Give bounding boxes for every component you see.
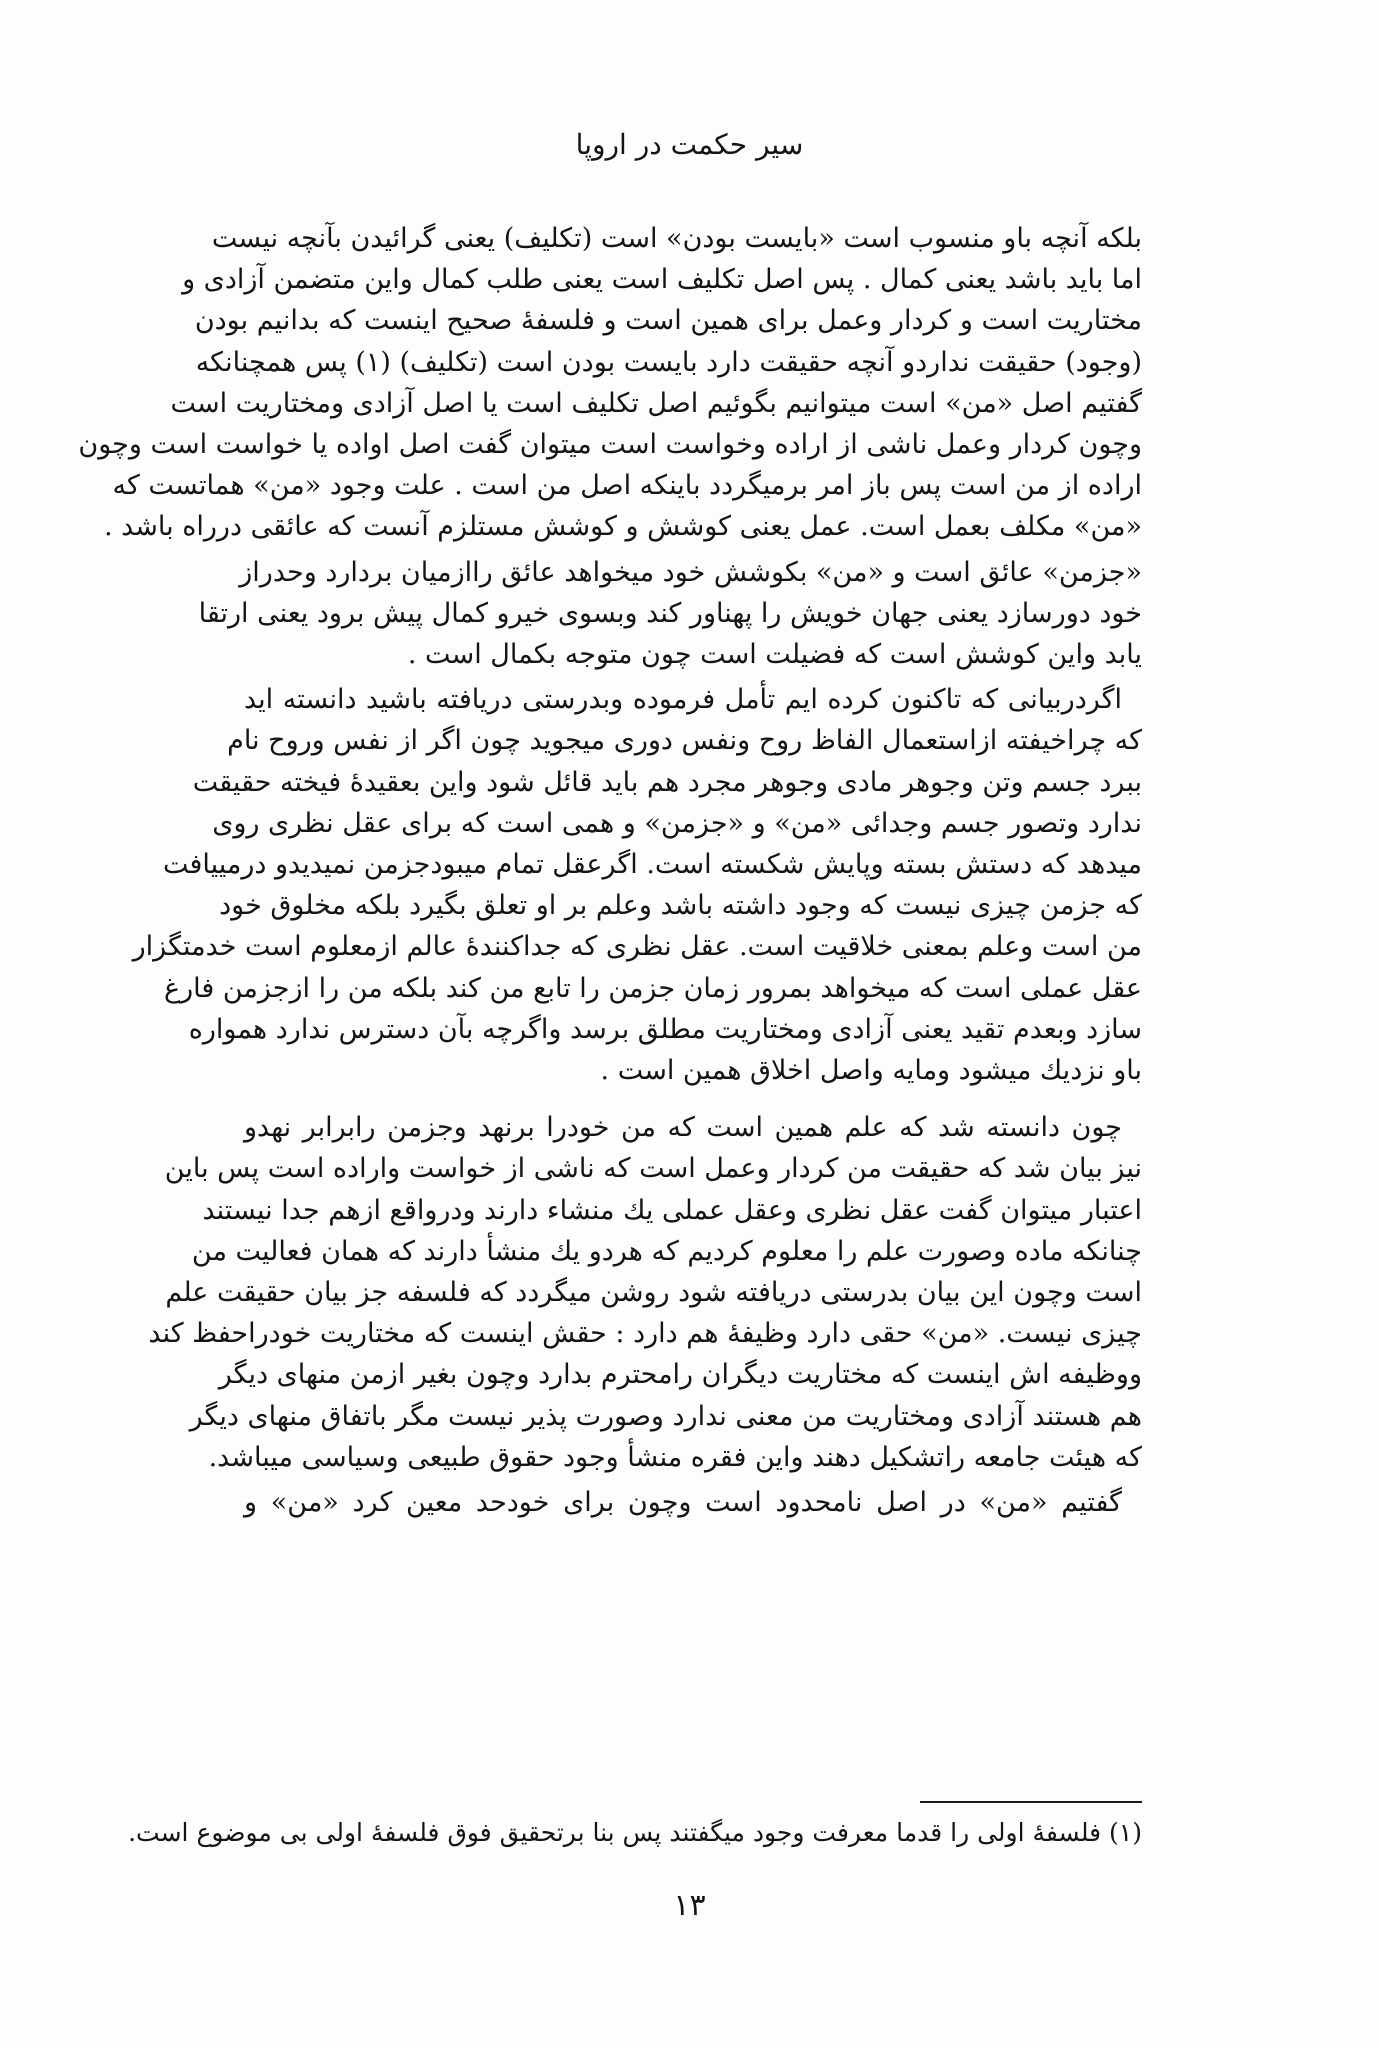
text-line: اما باید باشد یعنی کمال . پس اصل تکلیف است یعنی طلب کمال واین متضمن آزادی و (182, 264, 1142, 296)
text-line: که هیئت جامعه راتشکیل دهند واین فقره منشأ وجود حقوق طبیعی وسیاسی میباشد. (208, 1441, 1142, 1473)
text-line: اراده از من است پس باز امر برمیگردد باینکه اصل من است . علت وجود «من» هماتست که (112, 470, 1142, 502)
text-line: من است وعلم بمعنی خلاقیت است. عقل نظری که جداکنندهٔ عالم ازمعلوم است خدمتگزار (132, 931, 1142, 963)
text-line: چنانکه ماده وصورت علم را معلوم کردیم که هردو یك منشأ دارند که همان فعالیت من (191, 1235, 1142, 1267)
text-line: چیزی نیست. «من» حقی دارد وظیفهٔ هم دارد : حقش اینست که مختاریت خودراحفظ کند (148, 1318, 1142, 1350)
text-line: گفتیم اصل «من» است میتوانیم بگوئیم اصل تکلیف است یا اصل آزادی ومختاریت است (170, 387, 1142, 419)
text-line: «جزمن» عائق است و «من» بکوشش خود میخواهد عائق راازمیان بردارد وحدراز (239, 556, 1142, 588)
paragraph-1 (78, 218, 1142, 548)
footnote: (۱) فلسفهٔ اولی را قدما معرفت وجود میگفتند پس بنا برتحقیق فوق فلسفهٔ اولی بی موضوع است. (128, 1818, 1142, 1847)
text-line: مختاریت است و کردار وعمل برای همین است و فلسفهٔ صحیح اینست که بدانیم بودن (194, 305, 1142, 337)
text-line: چون دانسته شد که علم همین است که من خودرا برنهد وجزمن رابرابر نهدو (244, 1112, 1122, 1144)
running-head: سیر حکمت در اروپا (575, 128, 804, 161)
text-line: ببرد جسم وتن وجوهر مادی وجوهر مجرد هم باید قائل شود واین بعقیدهٔ فیخته حقیقت (192, 766, 1142, 798)
text-line: وچون کردار وعمل ناشی از اراده وخواست است میتوان گفت اصل اواده یا خواست است وچون (78, 429, 1142, 461)
text-line: بلکه آنچه باو منسوب است «بایست بودن» است (تکلیف) یعنی گرائیدن بآنچه نیست (211, 223, 1142, 254)
text-line: گفتیم «من» در اصل نامحدود است وچون برای خودحد معین کرد «من» و (244, 1487, 1122, 1519)
text-line: هم هستند آزادی ومختاریت من معنی ندارد وصورت پذیر نیست مگر باتفاق منهای دیگر (189, 1400, 1142, 1432)
text-line: نیز بیان شد که حقیقت من کردار وعمل است که ناشی از خواست واراده است پس باین (164, 1153, 1142, 1185)
text-line: میدهد که دستش بسته وپایش شکسته است. اگرعقل تمام میبودجزمن نمیدیدو درمییافت (162, 849, 1142, 881)
paragraph-4 (148, 1107, 1142, 1478)
body-text (78, 218, 1142, 1523)
text-line: باو نزدیك میشود ومایه واصل اخلاق همین است . (600, 1055, 1142, 1087)
text-line: است وچون این بیان بدرستی دریافته شود روشن میگردد که فلسفه جز بیان حقیقت علم (165, 1277, 1142, 1309)
text-line: اگردربیانی که تاکنون کرده ایم تأمل فرموده وبدرستی دریافته باشید دانسته اید (244, 684, 1122, 716)
paragraph-5 (244, 1482, 1142, 1523)
text-line: که جزمن چیزی نیست که وجود داشته باشد وعلم بر او تعلق بگیرد بلکه مخلوق خود (219, 890, 1142, 922)
footnote-rule (920, 1801, 1142, 1803)
paragraph-3 (132, 679, 1142, 1091)
text-line: یابد واین کوشش است که فضیلت است چون متوجه بکمال است . (407, 639, 1142, 671)
text-line: خود دورسازد یعنی جهان خویش را پهناور کند وبسوی خیرو کمال پیش برود یعنی ارتقا (198, 597, 1142, 629)
text-line: که چراخیفته ازاستعمال الفاظ روح ونفس دوری میجوید چون اگر از نفس وروح نام (227, 725, 1142, 757)
text-line: سازد وبعدم تقید یعنی آزادی ومختاریت مطلق برسد واگرچه بآن دسترس ندارد همواره (188, 1013, 1142, 1045)
text-line: «من» مکلف بعمل است. عمل یعنی کوشش و کوشش مستلزم آنست که عائقی درراه باشد . (103, 511, 1142, 543)
text-line: ندارد وتصور جسم وجدائی «من» و «جزمن» و همی است که برای عقل نظری روی (212, 807, 1142, 839)
text-line: اعتبار میتوان گفت عقل نظری وعقل عملی یك منشاء دارند ودرواقع ازهم جدا نیستند (202, 1194, 1142, 1226)
text-line: ووظیفه اش اینست که مختاریت دیگران رامحترم بدارد وچون بغیر ازمن منهای دیگر (218, 1359, 1142, 1391)
paragraph-2 (198, 552, 1142, 676)
text-line: عقل عملی است که میخواهد بمرور زمان جزمن را تابع من کند بلکه من را ازجزمن فارغ (164, 972, 1142, 1004)
page-number: ۱۳ (673, 1888, 706, 1923)
text-line: (وجود) حقیقت نداردو آنچه حقیقت دارد بایست بودن است (تکلیف) (۱) پس همچنانکه (195, 346, 1142, 378)
